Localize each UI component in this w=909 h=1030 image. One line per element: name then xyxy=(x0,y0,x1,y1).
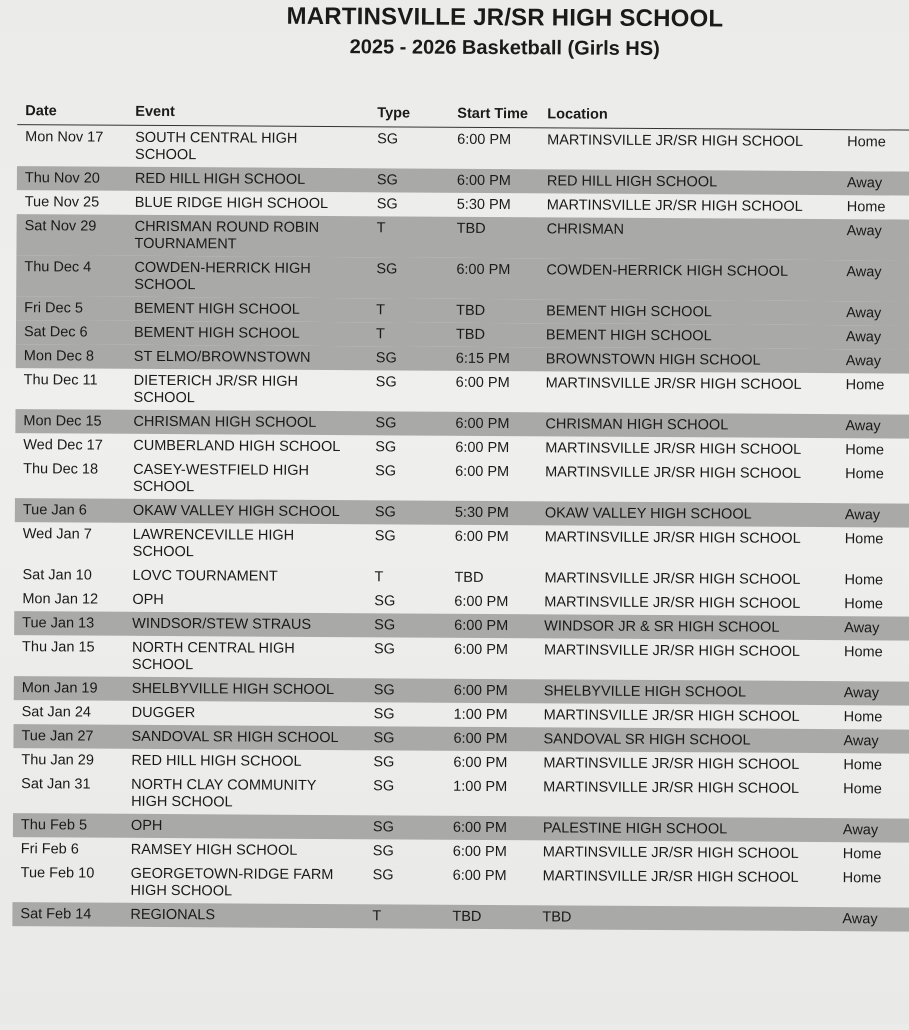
cell-date: Mon Jan 19 xyxy=(21,680,98,697)
cell-start-time: TBD xyxy=(456,220,486,237)
table-row xyxy=(13,772,909,818)
cell-location: MARTINSVILLE JR/SR HIGH SCHOOL xyxy=(545,464,802,482)
cell-start-time: 6:00 PM xyxy=(454,593,509,611)
cell-date: Sat Nov 29 xyxy=(24,218,97,235)
cell-location: MARTINSVILLE JR/SR HIGH SCHOOL xyxy=(543,707,800,725)
cell-start-time: TBD xyxy=(456,302,486,319)
cell-location: SANDOVAL SR HIGH SCHOOL xyxy=(543,731,751,749)
cell-start-time: 6:00 PM xyxy=(453,641,509,659)
cell-date: Tue Jan 13 xyxy=(22,615,95,632)
cell-home-away: Home xyxy=(843,757,883,774)
cell-location: MARTINSVILLE JR/SR HIGH SCHOOL xyxy=(545,440,802,458)
cell-location: MARTINSVILLE JR/SR HIGH SCHOOL xyxy=(544,529,801,547)
cell-event: LOVC TOURNAMENT xyxy=(132,567,278,585)
cell-type: SG xyxy=(374,528,396,545)
cell-date: Tue Jan 27 xyxy=(21,728,94,745)
cell-event: ST ELMO/BROWNSTOWN xyxy=(133,348,311,366)
cell-type: SG xyxy=(376,172,398,189)
column-header-start-time: Start Time xyxy=(457,105,529,123)
cell-date: Sat Jan 31 xyxy=(21,776,91,793)
cell-date: Mon Dec 15 xyxy=(23,413,102,430)
cell-location: MARTINSVILLE JR/SR HIGH SCHOOL xyxy=(543,755,800,773)
cell-type: SG xyxy=(372,843,394,860)
cell-event: BLUE RIDGE HIGH SCHOOL xyxy=(134,194,329,213)
cell-home-away: Away xyxy=(845,418,881,435)
cell-event: SANDOVAL SR HIGH SCHOOL xyxy=(131,728,339,747)
cell-start-time: 6:00 PM xyxy=(452,867,507,885)
cell-type: SG xyxy=(374,504,396,521)
cell-type: SG xyxy=(375,415,397,432)
cell-date: Fri Dec 5 xyxy=(24,300,83,317)
cell-type: SG xyxy=(377,131,399,148)
cell-date: Mon Dec 8 xyxy=(23,348,94,365)
cell-date: Sat Jan 10 xyxy=(22,567,92,584)
cell-date: Tue Jan 6 xyxy=(22,502,87,519)
cell-type: SG xyxy=(373,706,395,723)
table-row xyxy=(12,861,909,907)
cell-date: Fri Feb 6 xyxy=(20,841,79,858)
table-row xyxy=(17,125,909,171)
cell-location: SHELBYVILLE HIGH SCHOOL xyxy=(543,683,747,701)
cell-start-time: 6:00 PM xyxy=(455,463,510,481)
cell-location: BEMENT HIGH SCHOOL xyxy=(546,303,712,321)
cell-home-away: Home xyxy=(843,709,883,726)
cell-location: MARTINSVILLE JR/SR HIGH SCHOOL xyxy=(547,132,804,150)
column-header-location: Location xyxy=(547,106,608,123)
page-title: MARTINSVILLE JR/SR HIGH SCHOOL xyxy=(286,2,724,33)
cell-date: Thu Jan 15 xyxy=(21,639,95,656)
cell-date: Tue Nov 25 xyxy=(24,194,100,211)
cell-event: OPH xyxy=(132,591,164,609)
cell-type: SG xyxy=(373,730,395,747)
cell-event: RAMSEY HIGH SCHOOL xyxy=(130,841,298,859)
cell-type: T xyxy=(374,569,384,586)
table-row xyxy=(14,635,909,681)
cell-home-away: Home xyxy=(846,199,886,216)
cell-type: SG xyxy=(373,682,395,699)
cell-event: SOUTH CENTRAL HIGH SCHOOL xyxy=(135,129,298,164)
column-header-type: Type xyxy=(377,105,411,122)
cell-location: CHRISMAN xyxy=(546,221,625,238)
cell-start-time: 6:00 PM xyxy=(452,843,507,861)
cell-date: Thu Dec 11 xyxy=(23,372,98,389)
cell-date: Sat Jan 24 xyxy=(21,704,92,721)
cell-home-away: Away xyxy=(844,507,881,524)
cell-type: SG xyxy=(376,196,398,213)
cell-type: T xyxy=(372,908,382,925)
cell-event: NORTH CENTRAL HIGH SCHOOL xyxy=(131,639,295,674)
table-row xyxy=(16,368,909,414)
cell-home-away: Home xyxy=(845,466,884,483)
cell-home-away: Home xyxy=(843,644,883,661)
cell-type: SG xyxy=(374,617,396,634)
cell-location: PALESTINE HIGH SCHOOL xyxy=(542,820,728,838)
cell-event: WINDSOR/STEW STRAUS xyxy=(132,615,312,633)
cell-date: Mon Jan 12 xyxy=(22,591,99,608)
cell-event: CHRISMAN ROUND ROBIN TOURNAMENT xyxy=(134,218,320,253)
cell-start-time: 6:00 PM xyxy=(456,261,511,279)
cell-location: TBD xyxy=(542,909,572,926)
cell-date: Sat Dec 6 xyxy=(23,324,88,341)
cell-start-time: 1:00 PM xyxy=(453,778,508,796)
cell-type: SG xyxy=(372,867,394,884)
cell-start-time: 6:00 PM xyxy=(455,439,510,457)
cell-home-away: Home xyxy=(844,531,884,548)
cell-home-away: Home xyxy=(842,870,882,887)
cell-date: Thu Jan 29 xyxy=(21,752,94,769)
cell-start-time: 6:00 PM xyxy=(457,131,512,149)
cell-start-time: 6:00 PM xyxy=(455,374,510,392)
cell-type: SG xyxy=(375,439,397,456)
cell-start-time: TBD xyxy=(454,569,484,586)
cell-location: WINDSOR JR & SR HIGH SCHOOL xyxy=(544,618,780,636)
cell-type: SG xyxy=(375,463,397,480)
cell-type: SG xyxy=(376,261,398,278)
cell-event: NORTH CLAY COMMUNITY HIGH SCHOOL xyxy=(131,776,317,811)
cell-location: CHRISMAN HIGH SCHOOL xyxy=(545,416,729,434)
cell-event: COWDEN-HERRICK HIGH SCHOOL xyxy=(134,259,311,294)
cell-start-time: 6:00 PM xyxy=(455,415,510,433)
table-row xyxy=(16,214,909,260)
cell-location: MARTINSVILLE JR/SR HIGH SCHOOL xyxy=(542,844,799,862)
table-row xyxy=(16,255,909,301)
cell-start-time: 6:00 PM xyxy=(453,682,508,700)
cell-date: Sat Feb 14 xyxy=(20,906,92,923)
column-header-event: Event xyxy=(135,103,175,121)
cell-date: Thu Nov 20 xyxy=(24,170,100,187)
cell-event: BEMENT HIGH SCHOOL xyxy=(133,324,300,342)
cell-type: T xyxy=(376,302,386,319)
cell-date: Thu Feb 5 xyxy=(20,817,88,834)
cell-date: Wed Jan 7 xyxy=(22,526,92,543)
cell-event: DUGGER xyxy=(131,704,196,722)
cell-home-away: Away xyxy=(846,264,882,281)
cell-event: CUMBERLAND HIGH SCHOOL xyxy=(133,437,341,456)
cell-home-away: Away xyxy=(845,353,882,370)
cell-location: MARTINSVILLE JR/SR HIGH SCHOOL xyxy=(543,642,801,660)
cell-home-away: Away xyxy=(843,733,879,750)
cell-event: LAWRENCEVILLE HIGH SCHOOL xyxy=(132,526,295,561)
cell-start-time: 6:00 PM xyxy=(452,819,507,837)
cell-home-away: Away xyxy=(843,685,880,702)
cell-start-time: TBD xyxy=(452,908,482,925)
cell-date: Mon Nov 17 xyxy=(25,129,104,146)
cell-start-time: 5:30 PM xyxy=(454,504,509,522)
cell-home-away: Home xyxy=(844,596,884,613)
cell-home-away: Away xyxy=(842,822,879,839)
cell-home-away: Away xyxy=(844,620,880,637)
cell-event: REGIONALS xyxy=(130,906,216,924)
cell-event: SHELBYVILLE HIGH SCHOOL xyxy=(131,680,335,699)
cell-location: MARTINSVILLE JR/SR HIGH SCHOOL xyxy=(546,197,803,215)
table-row xyxy=(15,457,909,503)
cell-home-away: Home xyxy=(847,134,886,151)
cell-location: MARTINSVILLE JR/SR HIGH SCHOOL xyxy=(542,868,799,886)
cell-date: Thu Dec 18 xyxy=(23,461,99,478)
cell-event: RED HILL HIGH SCHOOL xyxy=(131,752,302,770)
cell-event: DIETERICH JR/SR HIGH SCHOOL xyxy=(133,372,299,407)
cell-date: Tue Feb 10 xyxy=(20,865,95,882)
cell-event: OKAW VALLEY HIGH SCHOOL xyxy=(132,502,340,521)
cell-start-time: 5:30 PM xyxy=(456,196,511,214)
cell-event: OPH xyxy=(130,817,163,835)
cell-event: CASEY-WESTFIELD HIGH SCHOOL xyxy=(132,461,310,496)
cell-start-time: 6:00 PM xyxy=(456,172,511,190)
cell-event: BEMENT HIGH SCHOOL xyxy=(134,300,300,318)
cell-event: GEORGETOWN-RIDGE FARM HIGH SCHOOL xyxy=(130,865,334,900)
cell-home-away: Home xyxy=(842,846,882,863)
cell-type: SG xyxy=(373,754,395,771)
cell-start-time: 6:15 PM xyxy=(455,350,510,368)
cell-home-away: Away xyxy=(846,223,882,240)
cell-home-away: Home xyxy=(843,781,882,798)
cell-location: MARTINSVILLE JR/SR HIGH SCHOOL xyxy=(545,375,802,393)
cell-location: BEMENT HIGH SCHOOL xyxy=(545,327,712,345)
cell-location: MARTINSVILLE JR/SR HIGH SCHOOL xyxy=(543,779,800,797)
table-row xyxy=(15,522,909,568)
table-body xyxy=(12,125,909,931)
cell-event: RED HILL HIGH SCHOOL xyxy=(134,170,306,188)
cell-type: SG xyxy=(375,350,397,367)
cell-location: MARTINSVILLE JR/SR HIGH SCHOOL xyxy=(544,594,801,612)
cell-type: T xyxy=(375,326,385,343)
cell-home-away: Home xyxy=(845,377,885,394)
cell-home-away: Home xyxy=(844,572,884,589)
table-row xyxy=(12,902,909,931)
column-header-date: Date xyxy=(25,103,57,120)
cell-start-time: 6:00 PM xyxy=(454,617,509,635)
cell-home-away: Away xyxy=(846,305,882,322)
cell-location: RED HILL HIGH SCHOOL xyxy=(546,173,718,191)
cell-location: BROWNSTOWN HIGH SCHOOL xyxy=(545,351,761,369)
cell-home-away: Away xyxy=(845,329,882,346)
cell-start-time: 6:00 PM xyxy=(454,528,509,546)
cell-type: SG xyxy=(374,593,396,610)
cell-type: SG xyxy=(375,374,397,391)
cell-home-away: Home xyxy=(845,442,885,459)
cell-location: COWDEN-HERRICK HIGH SCHOOL xyxy=(546,262,789,280)
cell-home-away: Away xyxy=(846,175,883,192)
cell-type: SG xyxy=(372,819,394,836)
cell-start-time: 1:00 PM xyxy=(453,706,508,724)
cell-type: SG xyxy=(373,778,395,795)
cell-type: SG xyxy=(373,641,396,658)
page-subtitle: 2025 - 2026 Basketball (Girls HS) xyxy=(349,36,660,61)
cell-location: MARTINSVILLE JR/SR HIGH SCHOOL xyxy=(544,570,801,588)
cell-date: Thu Dec 4 xyxy=(24,259,92,276)
schedule-table xyxy=(12,98,909,931)
cell-event: CHRISMAN HIGH SCHOOL xyxy=(133,413,317,431)
cell-date: Wed Dec 17 xyxy=(23,437,103,454)
cell-type: T xyxy=(376,220,386,237)
cell-home-away: Away xyxy=(842,911,878,928)
cell-location: OKAW VALLEY HIGH SCHOOL xyxy=(544,505,752,523)
cell-start-time: 6:00 PM xyxy=(453,754,508,772)
cell-start-time: TBD xyxy=(455,326,486,343)
cell-start-time: 6:00 PM xyxy=(453,730,508,748)
